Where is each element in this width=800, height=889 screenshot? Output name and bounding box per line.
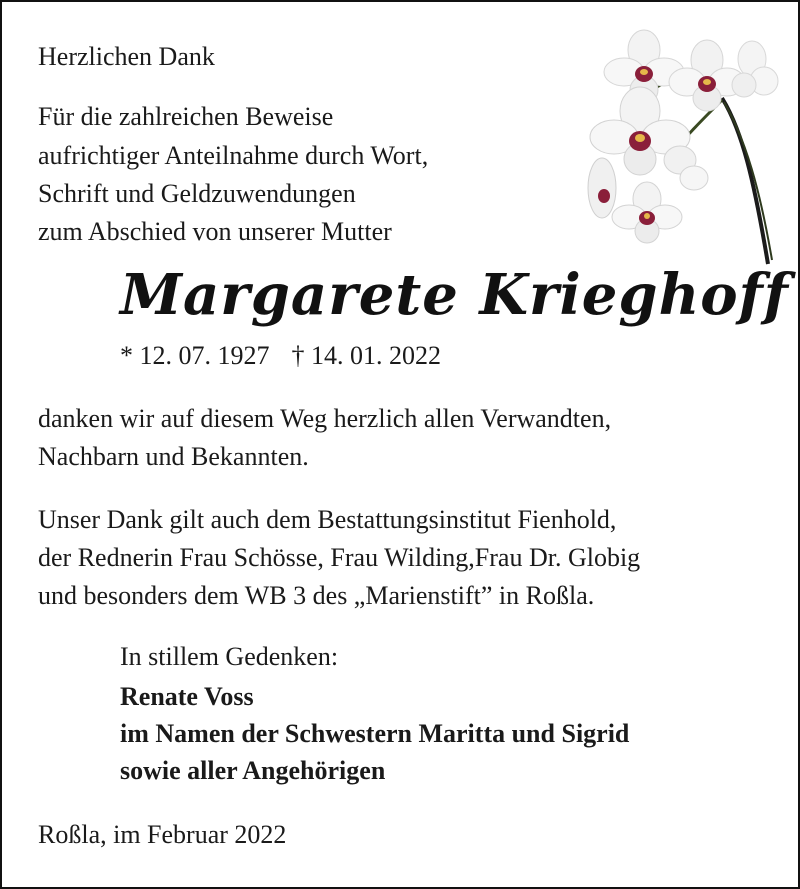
- signatory-line: sowie aller Angehörigen: [120, 756, 386, 785]
- signatory-line: im Namen der Schwestern Maritta und Sigrid: [120, 719, 630, 748]
- place-date: Roßla, im Februar 2022: [38, 820, 287, 849]
- heading: Herzlichen Dank: [38, 42, 215, 71]
- thanks-line: Nachbarn und Bekannten.: [38, 442, 309, 471]
- life-dates: [120, 339, 441, 373]
- intro-line: Schrift und Geldzuwendungen: [38, 179, 356, 208]
- intro-line: aufrichtiger Anteilnahme durch Wort,: [38, 141, 429, 170]
- birth-date: * 12. 07. 1927: [120, 341, 270, 370]
- dank-line: Unser Dank gilt auch dem Bestattungsinstitut Fienhold,: [38, 505, 617, 534]
- deceased-name: Margarete Krieghoff: [120, 262, 789, 328]
- intro-line: zum Abschied von unserer Mutter: [38, 217, 392, 246]
- intro-line: Für die zahlreichen Beweise: [38, 102, 334, 131]
- signatory-line: Renate Voss: [120, 682, 254, 711]
- dank-line: der Rednerin Frau Schösse, Frau Wilding,Frau Dr. Globig: [38, 543, 641, 572]
- death-date: † 14. 01. 2022: [291, 341, 441, 370]
- memorial-intro: In stillem Gedenken:: [120, 642, 339, 671]
- thanks-line: danken wir auf diesem Weg herzlich allen Verwandten,: [38, 404, 612, 433]
- dank-line: und besonders dem WB 3 des „Marienstift” in Roßla.: [38, 581, 595, 610]
- orchid-icon: [572, 10, 792, 270]
